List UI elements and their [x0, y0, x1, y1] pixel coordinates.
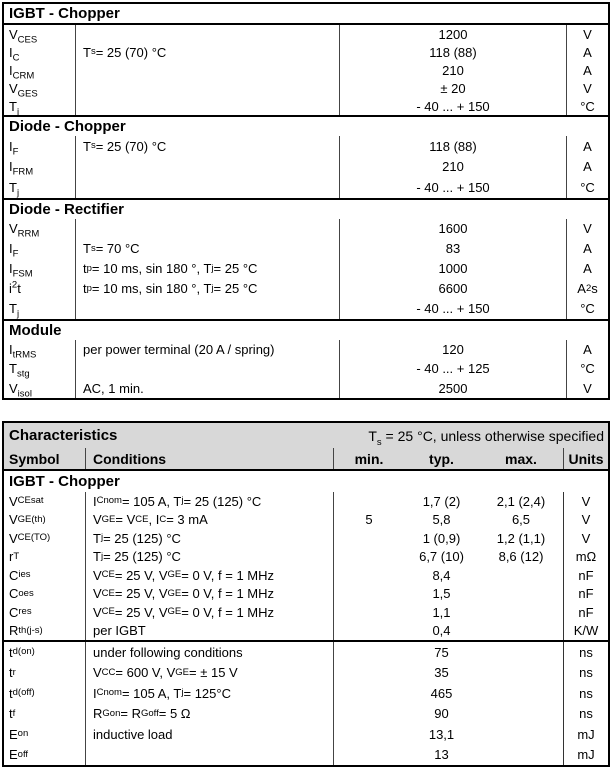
max-cell: 2,1 (2,4): [496, 493, 546, 509]
column-header-symbol: Symbol: [9, 450, 60, 467]
table-row: [4, 548, 608, 567]
symbol-cell: V GE(th): [9, 512, 46, 528]
ratings-section: [4, 319, 608, 399]
table-row: [4, 239, 608, 259]
ratings-section: [4, 198, 608, 319]
table-row: [4, 279, 608, 299]
value-cell: 118 (88): [339, 136, 566, 157]
unit-cell: mJ: [563, 745, 608, 766]
table-row: [4, 299, 608, 319]
section-rows: [4, 25, 608, 118]
conditions-cell: R Gon = R Goff = 5 Ω: [85, 704, 333, 725]
conditions-cell: T s = 70 °C: [75, 239, 339, 259]
max-cell: [479, 603, 563, 622]
table-row: [4, 704, 608, 725]
symbol-cell: $I_{CRM}$: [9, 62, 35, 82]
conditions-cell: per power terminal (20 A / spring): [75, 340, 339, 360]
min-cell: [333, 683, 404, 704]
ratings-sections: [4, 4, 608, 398]
conditions-cell: [75, 25, 339, 43]
symbol-cell: $I_{FSM}$: [9, 261, 33, 280]
min-cell: [333, 548, 404, 567]
max-cell: [479, 642, 563, 663]
conditions-cell: V CC = 600 V, V GE = ± 15 V: [85, 663, 333, 684]
value-cell: 210: [339, 157, 566, 178]
value-cell: 1600: [339, 219, 566, 239]
conditions-cell: [75, 177, 339, 198]
unit-cell: nF: [563, 585, 608, 604]
table-row: [4, 745, 608, 766]
conditions-cell: V CE = 25 V, V GE = 0 V, f = 1 MHz: [85, 566, 333, 585]
symbol-cell: C res: [9, 604, 32, 620]
value-cell: 2500: [339, 379, 566, 399]
table-row: [4, 219, 608, 239]
section-title: Diode - Chopper: [9, 118, 126, 135]
conditions-cell: V GE = V CE , I C = 3 mA: [85, 511, 333, 530]
typ-cell: 0,4: [432, 623, 451, 639]
column-header-min: min.: [333, 448, 404, 469]
typ-cell: 90: [434, 706, 449, 722]
symbol-cell: $I_F$: [9, 241, 19, 260]
min-cell: 5: [333, 511, 404, 530]
symbol-cell: C ies: [9, 567, 31, 583]
column-header-units: Units: [563, 448, 608, 469]
table-row: [4, 136, 608, 157]
symbol-cell: $T_j$: [9, 98, 20, 118]
max-cell: 1,2 (1,1): [496, 530, 546, 546]
table-row: [4, 492, 608, 511]
symbol-cell: $i^2t$: [9, 279, 21, 296]
table-row: [4, 157, 608, 178]
typ-cell: 5,8: [432, 512, 451, 528]
conditions-cell: V CE = 25 V, V GE = 0 V, f = 1 MHz: [85, 603, 333, 622]
table-row: [4, 259, 608, 279]
table-row: [4, 529, 608, 548]
table-row: [4, 79, 608, 100]
section-rows: [4, 340, 608, 399]
max-cell: [479, 745, 563, 766]
symbol-cell: R th(j-s): [9, 623, 43, 639]
symbol-cell: $T_j$: [9, 301, 20, 320]
value-cell: 120: [339, 340, 566, 360]
table-row: [4, 642, 608, 663]
typ-cell: 13: [434, 747, 449, 763]
unit-cell: ns: [563, 642, 608, 663]
conditions-cell: T j = 25 (125) °C: [85, 529, 333, 548]
maximum-ratings-table: [2, 2, 610, 400]
conditions-cell: t p = 10 ms, sin 180 °, T j = 25 °C: [75, 259, 339, 279]
symbol-cell: V CEsat: [9, 493, 44, 509]
conditions-cell: T s = 25 (70) °C: [75, 136, 339, 157]
symbol-cell: $I_{FRM}$: [9, 159, 34, 178]
symbol-cell: $V_{CES}$: [9, 26, 38, 46]
min-cell: [333, 492, 404, 511]
symbol-cell: t f: [9, 706, 16, 722]
table-row: [4, 25, 608, 46]
unit-cell: °C: [566, 299, 608, 319]
symbol-cell: $T_{stg}$: [9, 361, 30, 380]
characteristics-section-title: IGBT - Chopper: [9, 473, 120, 490]
characteristics-group: [4, 640, 608, 765]
unit-cell: A: [566, 239, 608, 259]
conditions-cell: under following conditions: [85, 642, 333, 663]
table-row: [4, 683, 608, 704]
typ-cell: 8,4: [432, 567, 451, 583]
max-cell: [479, 704, 563, 725]
column-header-conditions: Conditions: [85, 448, 333, 469]
characteristics-title: Characteristics: [9, 427, 118, 444]
table-row: [4, 585, 608, 604]
typ-cell: 6,7 (10): [419, 549, 464, 565]
max-cell: [479, 663, 563, 684]
value-cell: 118 (88): [339, 43, 566, 61]
section-rows: [4, 136, 608, 198]
typ-cell: 1,1: [432, 604, 451, 620]
characteristics-group: [4, 492, 608, 640]
table-row: [4, 359, 608, 379]
min-cell: [333, 642, 404, 663]
conditions-cell: per IGBT: [85, 622, 333, 641]
unit-cell: nF: [563, 566, 608, 585]
max-cell: 8,6 (12): [498, 549, 544, 565]
symbol-cell: t d(on): [9, 644, 35, 660]
symbol-cell: $I_C$: [9, 44, 20, 64]
symbol-cell: $I_F$: [9, 138, 19, 158]
unit-cell: ns: [563, 663, 608, 684]
characteristics-table: [2, 421, 610, 767]
ratings-section: [4, 4, 608, 118]
value-cell: - 40 ... + 150: [339, 299, 566, 319]
symbol-cell: C oes: [9, 586, 34, 602]
conditions-cell: [75, 97, 339, 115]
unit-cell: mJ: [563, 724, 608, 745]
section-rows: [4, 219, 608, 319]
unit-cell: ns: [563, 704, 608, 725]
unit-cell: V: [563, 529, 608, 548]
symbol-cell: r T: [9, 549, 20, 565]
value-cell: - 40 ... + 150: [339, 177, 566, 198]
unit-cell: A: [566, 61, 608, 79]
unit-cell: V: [566, 25, 608, 43]
min-cell: [333, 724, 404, 745]
typ-cell: 13,1: [428, 726, 455, 742]
table-row: [4, 566, 608, 585]
min-cell: [333, 663, 404, 684]
unit-cell: A: [566, 43, 608, 61]
table-row: [4, 61, 608, 82]
table-row: [4, 724, 608, 745]
conditions-cell: t p = 10 ms, sin 180 °, T j = 25 °C: [75, 279, 339, 299]
unit-cell: mΩ: [563, 548, 608, 567]
symbol-cell: V CE(TO): [9, 530, 51, 546]
unit-cell: A: [566, 136, 608, 157]
table-row: [4, 379, 608, 399]
section-title: IGBT - Chopper: [4, 4, 608, 25]
min-cell: [333, 603, 404, 622]
max-cell: [479, 683, 563, 704]
typ-cell: 35: [434, 665, 449, 681]
characteristics-groups: [4, 492, 608, 765]
ratings-section: [4, 115, 608, 198]
conditions-cell: I Cnom = 105 A, T j = 125°C: [85, 683, 333, 704]
typ-cell: 75: [434, 644, 449, 660]
unit-cell: V: [563, 511, 608, 530]
symbol-cell: t d(off): [9, 685, 35, 701]
unit-cell: ns: [563, 683, 608, 704]
table-row: [4, 511, 608, 530]
value-cell: ± 20: [339, 79, 566, 97]
max-cell: [479, 585, 563, 604]
typ-cell: 1 (0,9): [422, 530, 461, 546]
max-cell: [479, 566, 563, 585]
unit-cell: A: [566, 157, 608, 178]
section-title: Diode - Rectifier: [9, 200, 125, 218]
unit-cell: °C: [566, 359, 608, 379]
value-cell: 1000: [339, 259, 566, 279]
unit-cell: K/W: [563, 622, 608, 641]
unit-cell: A: [566, 259, 608, 279]
conditions-cell: [75, 219, 339, 239]
symbol-cell: E off: [9, 747, 29, 763]
conditions-cell: [75, 79, 339, 97]
characteristics-note: $T_s = 25$ °C, unless otherwise specified: [368, 427, 604, 448]
table-row: [4, 177, 608, 198]
table-row: [4, 603, 608, 622]
unit-cell: V: [566, 79, 608, 97]
conditions-cell: [75, 359, 339, 379]
column-header-max: max.: [505, 450, 537, 467]
table-row: [4, 663, 608, 684]
max-cell: 6,5: [511, 512, 531, 528]
max-cell: [479, 622, 563, 641]
characteristics-header: [4, 423, 608, 448]
symbol-cell: t r: [9, 665, 16, 681]
conditions-cell: [75, 61, 339, 79]
unit-cell: nF: [563, 603, 608, 622]
conditions-cell: V CE = 25 V, V GE = 0 V, f = 1 MHz: [85, 585, 333, 604]
table-row: [4, 622, 608, 641]
symbol-cell: $V_{isol}$: [9, 380, 32, 400]
table-row: [4, 340, 608, 360]
typ-cell: 1,5: [432, 586, 451, 602]
unit-cell: °C: [566, 97, 608, 115]
min-cell: [333, 622, 404, 641]
table-row: [4, 43, 608, 64]
conditions-cell: [75, 299, 339, 319]
min-cell: [333, 745, 404, 766]
unit-cell: V: [563, 492, 608, 511]
column-header-typ: typ.: [429, 450, 454, 467]
typ-cell: 1,7 (2): [422, 493, 461, 509]
value-cell: 1200: [339, 25, 566, 43]
min-cell: [333, 704, 404, 725]
min-cell: [333, 566, 404, 585]
symbol-cell: $V_{GES}$: [9, 80, 38, 100]
value-cell: 83: [339, 239, 566, 259]
value-cell: 210: [339, 61, 566, 79]
typ-cell: 465: [430, 685, 453, 701]
unit-cell: V: [566, 379, 608, 399]
unit-cell: A: [566, 340, 608, 360]
value-cell: - 40 ... + 150: [339, 97, 566, 115]
symbol-cell: $T_j$: [9, 179, 20, 199]
min-cell: [333, 585, 404, 604]
conditions-cell: T s = 25 (70) °C: [75, 43, 339, 61]
characteristics-column-headers: [4, 448, 608, 471]
table-row: [4, 97, 608, 118]
unit-cell: V: [566, 219, 608, 239]
conditions-cell: inductive load: [85, 724, 333, 745]
min-cell: [333, 529, 404, 548]
unit-cell: °C: [566, 177, 608, 198]
unit-cell: A 2 s: [566, 279, 608, 299]
value-cell: 6600: [339, 279, 566, 299]
conditions-cell: I Cnom = 105 A, T j = 25 (125) °C: [85, 492, 333, 511]
value-cell: - 40 ... + 125: [339, 359, 566, 379]
symbol-cell: $I_{tRMS}$: [9, 341, 37, 361]
conditions-cell: AC, 1 min.: [75, 379, 339, 399]
conditions-cell: T j = 25 (125) °C: [85, 548, 333, 567]
conditions-cell: [75, 157, 339, 178]
section-title: Module: [9, 321, 62, 339]
max-cell: [479, 724, 563, 745]
conditions-cell: [85, 745, 333, 766]
symbol-cell: E on: [9, 726, 29, 742]
symbol-cell: $V_{RRM}$: [9, 221, 40, 240]
